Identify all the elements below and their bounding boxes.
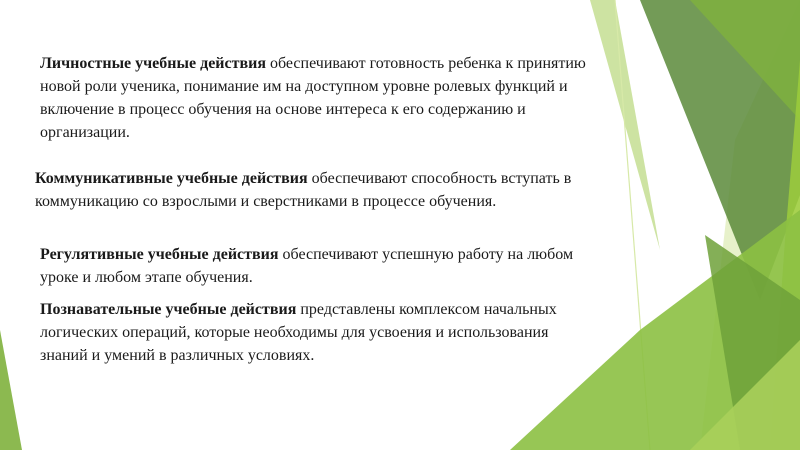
paragraph-personal-actions: [40, 52, 600, 144]
text-communicative: обеспечивают способность вступать в коммуникацию со взрослыми и сверстниками в процессе обучения.: [35, 170, 572, 210]
paragraph-communicative-actions: [35, 167, 595, 213]
term-cognitive: Познавательные учебные действия: [40, 301, 297, 318]
deco-triangle-left-bottom: [0, 330, 22, 450]
text-personal: обеспечивают готовность ребенка к принятию новой роли ученика, понимание им на доступном уровне ролевых функций и включение в процесс обучения на основе интереса к его содержанию и организации.: [40, 55, 586, 141]
term-regulatory: Регулятивные учебные действия: [40, 246, 279, 263]
text-cognitive: представлены комплексом начальных логических операций, которые необходимы для усвоения и использования знаний и умений в различных условиях.: [40, 301, 557, 364]
paragraph-cognitive-actions: [40, 298, 600, 367]
term-personal: Личностные учебные действия: [40, 55, 266, 72]
paragraph-regulatory-actions: [40, 243, 600, 289]
term-communicative: Коммуникативные учебные действия: [35, 170, 308, 187]
text-regulatory: обеспечивают успешную работу на любом уроке и любом этапе обучения.: [40, 246, 574, 286]
